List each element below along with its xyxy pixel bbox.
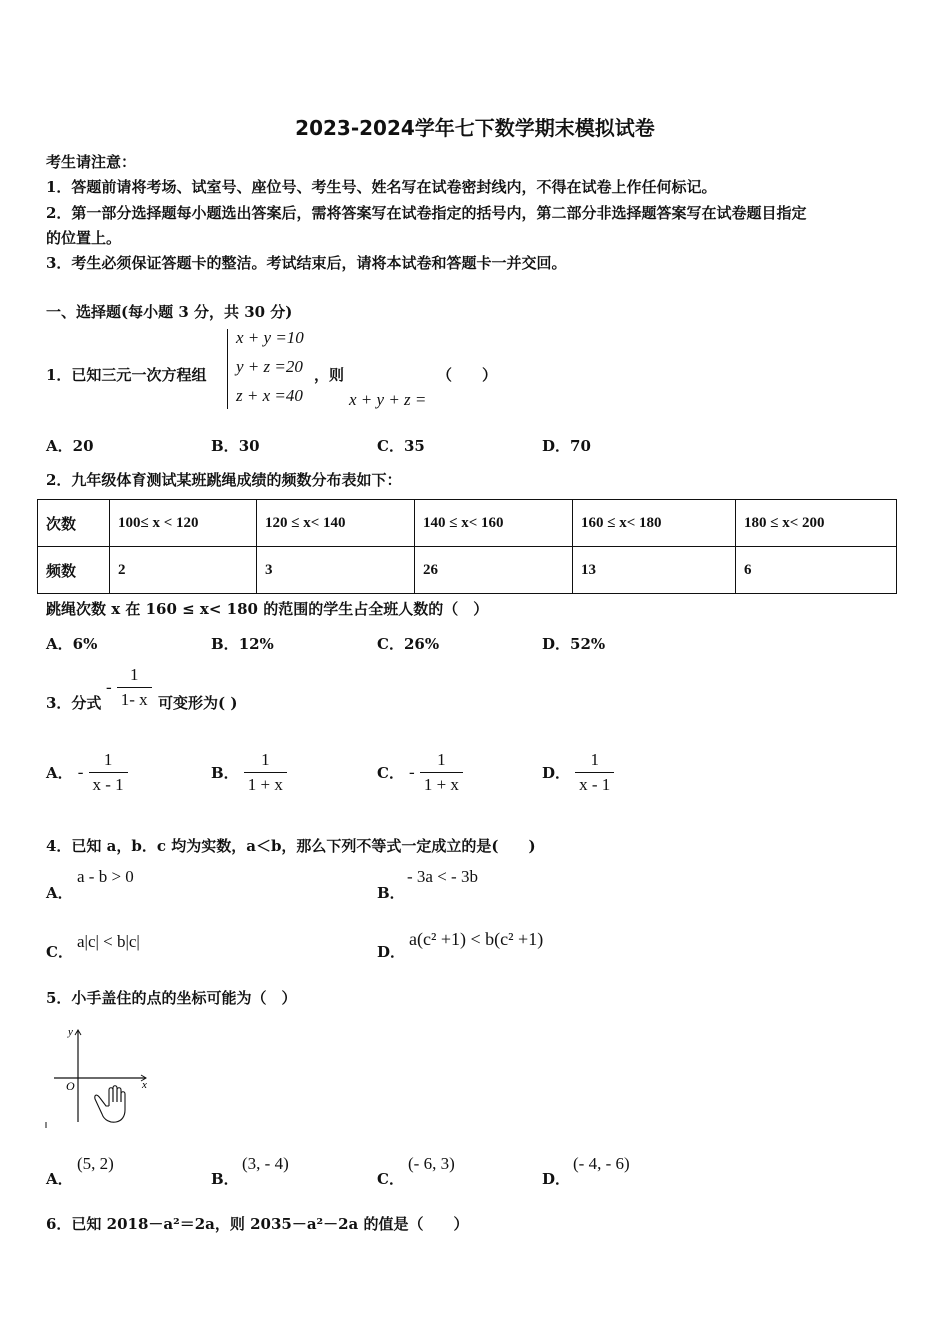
- option-a: A．20: [46, 437, 94, 455]
- frequency-table: [37, 499, 897, 594]
- answer-parenthesis: （ ）: [437, 366, 498, 384]
- question-5-stem: 5．小手盖住的点的坐标可能为（ ）: [46, 989, 297, 1007]
- notice-heading: 考生请注意：: [46, 153, 137, 171]
- table-row: [38, 547, 897, 594]
- question-2-stem: 2．九年级体育测试某班跳绳成绩的频数分布表如下：: [46, 471, 402, 489]
- hand-icon: [95, 1086, 125, 1122]
- table-cell: 100≤ x < 120: [110, 500, 257, 547]
- notice-item: 2．第一部分选择题每小题选出答案后，需将答案写在试卷指定的括号内，第二部分非选择题答案写在试卷题目指定: [46, 204, 807, 222]
- notice-item: 的位置上。: [46, 229, 122, 247]
- table-cell: 140 ≤ x< 160: [415, 500, 573, 547]
- option-d-label: D．: [377, 943, 406, 961]
- coordinate-figure: [44, 1022, 156, 1132]
- notice-item: 1．答题前请将考场、试室号、座位号、考生号、姓名写在试卷密封线内，不得在试卷上作任何标记。: [46, 178, 717, 196]
- question-2-text: 跳绳次数 x 在 160 ≤ x< 180 的范围的学生占全班人数的（ ）: [46, 600, 489, 618]
- option-a: A． - $\frac{1}{x - 1}$: [46, 750, 128, 795]
- option-c: C．35: [377, 437, 425, 455]
- table-cell: 160 ≤ x< 180: [573, 500, 736, 547]
- question-4-stem: 4．已知 a，b．c 均为实数，a＜b，那么下列不等式一定成立的是( ): [46, 837, 536, 855]
- option-d: (- 4, - 6): [573, 1154, 630, 1173]
- option-a-label: A．: [46, 884, 73, 902]
- option-c: a|c| < b|c|: [77, 932, 140, 951]
- table-cell: 120 ≤ x< 140: [257, 500, 415, 547]
- question-1-expression: x + y + z =: [349, 390, 427, 409]
- table-cell: 2: [110, 547, 257, 594]
- option-c: C． - $\frac{1}{1 + x}$: [377, 750, 463, 795]
- option-d-label: D．: [542, 1170, 571, 1188]
- option-a: A．6%: [46, 635, 98, 653]
- page-title: 2023-2024学年七下数学期末模拟试卷: [295, 116, 655, 140]
- option-c: (- 6, 3): [408, 1154, 455, 1173]
- option-b: - 3a < - 3b: [407, 867, 478, 886]
- section-heading: 一、选择题(每小题 3 分，共 30 分): [46, 303, 293, 321]
- option-c-label: C．: [46, 943, 73, 961]
- table-cell: 3: [257, 547, 415, 594]
- option-b: B．12%: [211, 635, 274, 653]
- option-a: (5, 2): [77, 1154, 114, 1173]
- equation-3: z + x =40: [236, 386, 303, 405]
- option-a: a - b > 0: [77, 867, 134, 886]
- option-c: C．26%: [377, 635, 440, 653]
- option-b: (3, - 4): [242, 1154, 289, 1173]
- equation-2: y + z =20: [236, 357, 303, 376]
- table-cell: 13: [573, 547, 736, 594]
- option-a-label: A．: [46, 1170, 73, 1188]
- question-1-then: ，则: [314, 366, 345, 384]
- question-1-stem: 1．已知三元一次方程组: [46, 366, 207, 384]
- option-b: B．30: [211, 437, 260, 455]
- y-axis-label: y: [68, 1026, 73, 1038]
- table-row: [38, 500, 897, 547]
- question-3-stem: 3．分式: [46, 694, 102, 712]
- table-cell: 26: [415, 547, 573, 594]
- option-d: D． $\frac{1}{x - 1}$: [542, 750, 614, 795]
- option-d: D．70: [542, 437, 591, 455]
- x-axis-label: x: [142, 1079, 147, 1091]
- option-b-label: B．: [377, 884, 405, 902]
- origin-label: O: [66, 1079, 75, 1093]
- table-cell: 180 ≤ x< 200: [736, 500, 897, 547]
- notice-item: 3．考生必须保证答题卡的整洁。考试结束后，请将本试卷和答题卡一并交回。: [46, 254, 567, 272]
- question-3-tail: 可变形为( ): [158, 694, 238, 712]
- equation-brace: [227, 329, 234, 409]
- option-b-label: B．: [211, 1170, 239, 1188]
- equation-1: x + y =10: [236, 328, 304, 347]
- option-d: D．52%: [542, 635, 606, 653]
- option-d: a(c² +1) < b(c² +1): [409, 929, 544, 949]
- table-header-cell: 次数: [38, 500, 110, 547]
- question-3-fraction: - $\frac{1}{1- x}$: [106, 665, 152, 710]
- option-c-label: C．: [377, 1170, 404, 1188]
- question-6-stem: 6．已知 2018－a²＝2a，则 2035－a²－2a 的值是（ ）: [46, 1215, 469, 1233]
- option-b: B． $\frac{1}{1 + x}$: [211, 750, 287, 795]
- table-cell: 6: [736, 547, 897, 594]
- table-header-cell: 频数: [38, 547, 110, 594]
